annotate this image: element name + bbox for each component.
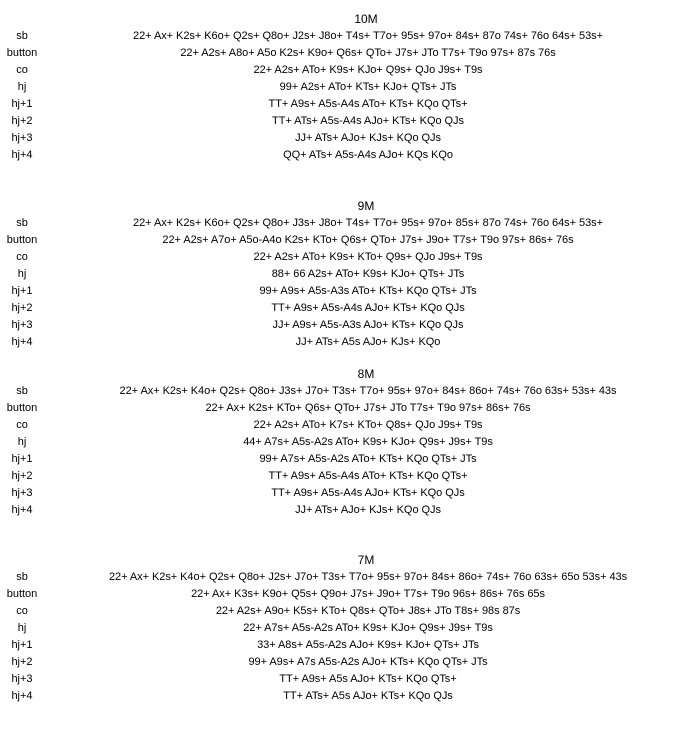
hand-range-text: JJ+ A9s+ A5s-A3s AJo+ KTs+ KQo QJs xyxy=(272,319,464,331)
hand-range-text: TT+ ATs+ A5s-A4s AJo+ KTs+ KQo QJs xyxy=(272,115,464,127)
range-row-hj xyxy=(0,435,692,452)
range-row-hj-1 xyxy=(0,452,692,469)
range-row-hj-4 xyxy=(0,148,692,165)
position-label: hj+2 xyxy=(11,302,33,314)
hand-range-text: 22+ A2s+ ATo+ K9s+ KJo+ Q9s+ QJo J9s+ T9s xyxy=(253,64,483,76)
position-label: hj+3 xyxy=(11,673,33,685)
hand-range-text: TT+ A9s+ A5s-A4s AJo+ KTs+ KQo QJs xyxy=(271,302,465,314)
position-label: sb xyxy=(16,385,28,397)
position-label: hj xyxy=(17,622,27,634)
hand-range-text: JJ+ ATs+ A5s AJo+ KJs+ KQo xyxy=(295,336,441,348)
range-row-co xyxy=(0,63,692,80)
range-row-hj-2 xyxy=(0,114,692,131)
hand-range-text: 44+ A7s+ A5s-A2s ATo+ K9s+ KJo+ Q9s+ J9s+ T9s xyxy=(243,436,493,448)
hand-range-text: 22+ Ax+ K2s+ K6o+ Q2s+ Q8o+ J2s+ J8o+ T4s+ T7o+ 95s+ 97o+ 84s+ 87o 74s+ 76o 64s+ 53s+ xyxy=(133,30,603,42)
range-row-hj-2 xyxy=(0,469,692,486)
hand-range-text: TT+ A9s+ A5s AJo+ KTs+ KQo QTs+ xyxy=(279,673,457,685)
hand-range-text: TT+ A9s+ A5s-A4s ATo+ KTs+ KQo QTs+ xyxy=(268,98,468,110)
hand-range-text: TT+ ATs+ A5s AJo+ KTs+ KQo QJs xyxy=(283,690,453,702)
hand-range-text: JJ+ ATs+ AJo+ KJs+ KQo QJs xyxy=(295,132,441,144)
hand-range-text: 88+ 66 A2s+ ATo+ K9s+ KJo+ QTs+ JTs xyxy=(271,268,465,280)
position-label: co xyxy=(16,64,28,76)
position-label: button xyxy=(6,402,38,414)
range-row-hj-4 xyxy=(0,503,692,520)
range-row-hj-2 xyxy=(0,655,692,672)
hand-range-text: 22+ Ax+ K2s+ K4o+ Q2s+ Q8o+ J3s+ J7o+ T3s+ T7o+ 95s+ 97o+ 84s+ 86o+ 74s+ 76o 63s+ 53s+ 43s xyxy=(119,385,617,397)
range-row-sb xyxy=(0,570,692,587)
range-row-hj-3 xyxy=(0,672,692,689)
position-label: hj+1 xyxy=(11,285,33,297)
section-title: 10M xyxy=(354,12,378,26)
range-row-co xyxy=(0,250,692,267)
hand-range-text: QQ+ ATs+ A5s-A4s AJo+ KQs KQo xyxy=(283,149,453,161)
position-label: hj+2 xyxy=(11,470,33,482)
position-label: hj+2 xyxy=(11,656,33,668)
range-row-button xyxy=(0,233,692,250)
section-title: 9M xyxy=(357,199,375,213)
hand-range-text: 22+ Ax+ K2s+ KTo+ Q6s+ QTo+ J7s+ JTo T7s+ T9o 97s+ 86s+ 76s xyxy=(205,402,531,414)
position-label: co xyxy=(16,605,28,617)
position-label: hj+4 xyxy=(11,690,33,702)
position-label: hj+2 xyxy=(11,115,33,127)
hand-range-text: 22+ Ax+ K2s+ K6o+ Q2s+ Q8o+ J3s+ J8o+ T4s+ T7o+ 95s+ 97o+ 85s+ 87o 74s+ 76o 64s+ 53s+ xyxy=(133,217,603,229)
range-row-sb xyxy=(0,29,692,46)
position-label: hj+1 xyxy=(11,639,33,651)
range-row-sb xyxy=(0,216,692,233)
hand-range-text: 22+ Ax+ K2s+ K4o+ Q2s+ Q8o+ J2s+ J7o+ T3s+ T7o+ 95s+ 97o+ 84s+ 86o+ 74s+ 76o 63s+ 65o 53s+ 43s xyxy=(108,571,628,583)
section-title: 7M xyxy=(357,553,375,567)
position-label: hj+3 xyxy=(11,487,33,499)
hand-range-text: TT+ A9s+ A5s-A4s AJo+ KTs+ KQo QJs xyxy=(271,487,465,499)
hand-range-text: 22+ A2s+ ATo+ K7s+ KTo+ Q8s+ QJo J9s+ T9s xyxy=(253,419,483,431)
position-label: hj xyxy=(17,436,27,448)
range-row-hj-3 xyxy=(0,318,692,335)
position-label: button xyxy=(6,588,38,600)
range-row-sb xyxy=(0,384,692,401)
range-row-co xyxy=(0,604,692,621)
range-row-button xyxy=(0,46,692,63)
hand-range-text: TT+ A9s+ A5s-A4s ATo+ KTs+ KQo QTs+ xyxy=(268,470,468,482)
position-label: sb xyxy=(16,30,28,42)
hand-range-text: 22+ A2s+ ATo+ K9s+ KTo+ Q9s+ QJo J9s+ T9s xyxy=(253,251,483,263)
range-row-hj-2 xyxy=(0,301,692,318)
position-label: hj+1 xyxy=(11,453,33,465)
range-row-hj-3 xyxy=(0,131,692,148)
position-label: hj+4 xyxy=(11,336,33,348)
hand-range-text: 99+ A9s+ A7s A5s-A2s AJo+ KTs+ KQo QTs+ JTs xyxy=(248,656,488,668)
position-label: hj+1 xyxy=(11,98,33,110)
range-row-co xyxy=(0,418,692,435)
range-row-hj xyxy=(0,267,692,284)
position-label: hj+4 xyxy=(11,504,33,516)
position-label: sb xyxy=(16,217,28,229)
hand-range-text: 22+ A7s+ A5s-A2s ATo+ K9s+ KJo+ Q9s+ J9s+ T9s xyxy=(243,622,493,634)
position-label: hj+4 xyxy=(11,149,33,161)
position-label: co xyxy=(16,419,28,431)
position-label: hj+3 xyxy=(11,132,33,144)
hand-range-text: 22+ A2s+ A9o+ K5s+ KTo+ Q8s+ QTo+ J8s+ JTo T8s+ 98s 87s xyxy=(215,605,521,617)
hand-range-text: 99+ A9s+ A5s-A3s ATo+ KTs+ KQo QTs+ JTs xyxy=(259,285,477,297)
hand-range-text: 22+ A2s+ A8o+ A5o K2s+ K9o+ Q6s+ QTo+ J7s+ JTo T7s+ T9o 97s+ 87s 76s xyxy=(180,47,556,59)
range-row-hj-1 xyxy=(0,284,692,301)
range-row-hj-1 xyxy=(0,97,692,114)
range-row-hj xyxy=(0,80,692,97)
position-label: sb xyxy=(16,571,28,583)
position-label: hj xyxy=(17,81,27,93)
position-label: button xyxy=(6,47,38,59)
hand-range-text: 99+ A2s+ ATo+ KTs+ KJo+ QTs+ JTs xyxy=(279,81,457,93)
position-label: hj xyxy=(17,268,27,280)
range-row-button xyxy=(0,401,692,418)
range-row-hj-4 xyxy=(0,689,692,706)
position-label: co xyxy=(16,251,28,263)
hand-range-text: 99+ A7s+ A5s-A2s ATo+ KTs+ KQo QTs+ JTs xyxy=(259,453,477,465)
range-row-hj xyxy=(0,621,692,638)
range-row-hj-4 xyxy=(0,335,692,352)
range-row-hj-3 xyxy=(0,486,692,503)
hand-range-text: 33+ A8s+ A5s-A2s AJo+ K9s+ KJo+ QTs+ JTs xyxy=(257,639,479,651)
hand-range-text: 22+ Ax+ K3s+ K9o+ Q5s+ Q9o+ J7s+ J9o+ T7s+ T9o 96s+ 86s+ 76s 65s xyxy=(191,588,545,600)
position-label: hj+3 xyxy=(11,319,33,331)
range-row-hj-1 xyxy=(0,638,692,655)
hand-range-text: JJ+ ATs+ AJo+ KJs+ KQo QJs xyxy=(295,504,441,516)
position-label: button xyxy=(6,234,38,246)
section-title: 8M xyxy=(357,367,375,381)
range-row-button xyxy=(0,587,692,604)
hand-range-text: 22+ A2s+ A7o+ A5o-A4o K2s+ KTo+ Q6s+ QTo+ J7s+ J9o+ T7s+ T9o 97s+ 86s+ 76s xyxy=(162,234,574,246)
